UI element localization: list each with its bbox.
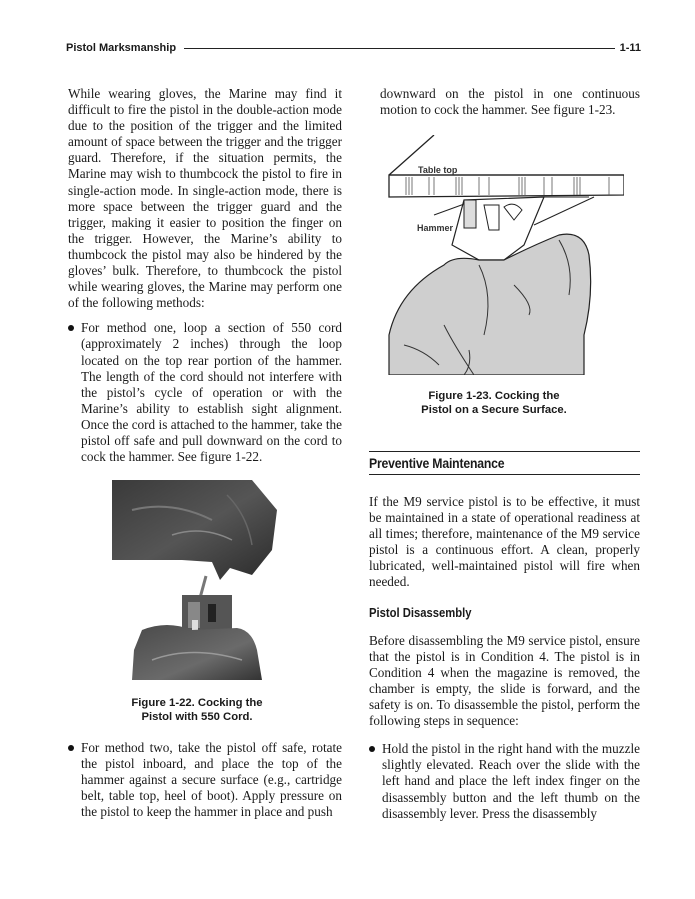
section-title: Preventive Maintenance	[369, 456, 505, 471]
gloved-hands-cord-photo	[112, 480, 277, 680]
bullet-text: For method one, loop a section of 550 cord (approximately 2 inches) through the loop located on the top rear portion of the hammer. The length of the cord should not interfere with the pistol’s cycle of operation or with the Marine’s ability to establish sight alignment. Once the cord is attached to the hammer, take the pistol off safe and pull downward on the cord to cock the hammer. See figure 1-22.	[81, 320, 342, 465]
left-column	[68, 86, 342, 465]
left-column-bottom	[68, 740, 342, 820]
section-heading-preventive-maintenance	[369, 451, 640, 475]
bullet-icon	[68, 745, 74, 751]
figure-1-23-caption: Figure 1-23. Cocking the Pistol on a Secure Surface.	[421, 390, 567, 416]
bullet-disassembly-step	[369, 741, 640, 821]
maintenance-paragraph: If the M9 service pistol is to be effective, it must be maintained in a state of operational readiness at all times; therefore, maintenance of the M9 service pistol is a continuous effort. A clean, properly lubricated, well-maintained pistol will fire when needed.	[369, 494, 640, 590]
bullet-method-one	[68, 320, 342, 465]
subsection-title: Pistol Disassembly	[369, 605, 472, 620]
running-header	[66, 40, 641, 56]
figure-1-23	[384, 135, 644, 420]
header-rule	[184, 48, 615, 49]
bullet-text: Hold the pistol in the right hand with the muzzle slightly elevated. Reach over the slide with the left hand and place the left index finger on the disassembly button and the left thumb on the disassembly lever. Press the disassembly	[382, 741, 640, 821]
label-table-top: Table top	[418, 165, 458, 175]
figure-1-22	[112, 480, 302, 725]
cord	[200, 576, 206, 598]
continuation-paragraph: downward on the pistol in one continuous motion to cock the hammer. See figure 1-23.	[380, 86, 640, 118]
page-number: 1-11	[619, 42, 641, 54]
bullet-icon	[68, 325, 74, 331]
bullet-text: For method two, take the pistol off safe, rotate the pistol inboard, and place the top of the hammer against a secure surface (e.g., cartridge belt, table top, heel of boot). Apply pressure on the pistol to keep the hammer in place and push	[81, 740, 342, 820]
label-hammer: Hammer	[417, 223, 454, 233]
intro-paragraph: While wearing gloves, the Marine may find it difficult to fire the pistol in the double-action mode due to the position of the trigger and the limited amount of space between the trigger and the trigger guard. Therefore, if the situation permits, the Marine may wish to thumbcock the pistol to fire in single-action mode. In single-action mode, there is more space between the trigger guard and the trigger, making it easier to position the finger on the trigger. However, the Marine’s ability to thumbcock the pistol may also be hindered by the gloves’ bulk. Therefore, to thumbcock the pistol while wearing gloves, the Marine may perform one of the following methods:	[68, 86, 342, 311]
figure-1-22-caption: Figure 1-22. Cocking the Pistol with 550 Cord.	[131, 697, 263, 723]
chapter-title: Pistol Marksmanship	[66, 42, 177, 54]
disassembly-paragraph: Before disassembling the M9 service pistol, ensure that the pistol is in Condition 4. The pistol is in Condition 4 when the magazine is removed, the chamber is empty, the slide is forward, and the safety is on. To disassemble the pistol, perform the following steps in sequence:	[369, 632, 640, 729]
bullet-icon	[369, 746, 375, 752]
hammer	[464, 200, 476, 228]
right-column-lower	[369, 494, 640, 822]
bullet-method-two	[68, 740, 342, 820]
subsection-heading-pistol-disassembly	[369, 605, 640, 621]
upper-glove	[112, 480, 277, 580]
right-column-top	[380, 86, 640, 118]
